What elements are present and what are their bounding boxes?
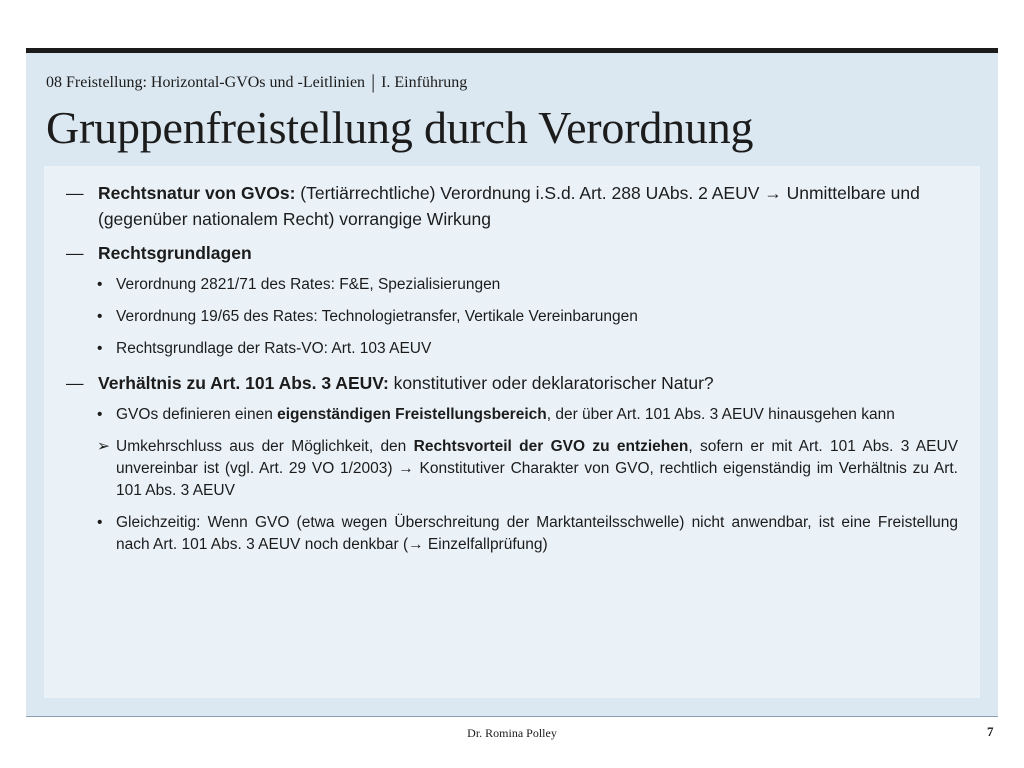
breadcrumb xyxy=(46,70,467,93)
slide-title: Gruppenfreistellung durch Verordnung xyxy=(46,102,754,153)
item-text: (Tertiärrechtliche) Verordnung i.S.d. Art. 288 UAbs. 2 AEUV → Unmittelbare und (gegenüber nationalem Recht) vorrangige Wirkung xyxy=(98,183,920,229)
item-heading: Rechtsgrundlagen xyxy=(98,243,252,263)
sub-item-text: Rechtsgrundlage der Rats-VO: Art. 103 AEUV xyxy=(116,340,432,357)
breadcrumb-chapter: I. Einführung xyxy=(381,74,468,91)
breadcrumb-section: 08 Freistellung: Horizontal-GVOs und -Leitlinien xyxy=(46,74,366,91)
item-heading: Rechtsnatur von GVOs: xyxy=(98,183,296,203)
breadcrumb-separator: | xyxy=(371,71,376,93)
sub-item-text: Gleichzeitig: Wenn GVO (etwa wegen Überschreitung der Marktanteilsschwelle) nicht anwendbar, ist eine Freistellung nach Art. 101 Abs. 3 AEUV noch denkbar (→ Einzelfallprüfung) xyxy=(116,514,958,553)
dash-marker: — xyxy=(66,373,84,393)
content-box xyxy=(44,166,980,698)
item-text: konstitutiver oder deklaratorischer Natur? xyxy=(388,373,714,393)
bullet-marker: • xyxy=(97,406,103,423)
dash-marker: — xyxy=(66,183,84,203)
bullet-marker: • xyxy=(97,514,103,531)
sub-list-item xyxy=(44,338,980,360)
sub-item-emphasis: eigenständigen Freistellungsbereich xyxy=(277,406,547,423)
sub-item-text: Verordnung 19/65 des Rates: Technologietransfer, Vertikale Vereinbarungen xyxy=(116,308,638,325)
sub-item-text: , der über Art. 101 Abs. 3 AEUV hinausgehen kann xyxy=(546,406,895,423)
sub-item-text: GVOs definieren einen xyxy=(116,406,278,423)
page-number: 7 xyxy=(987,724,994,739)
sub-list-item xyxy=(44,436,980,502)
sub-list-item xyxy=(44,274,980,296)
dash-marker: — xyxy=(66,243,84,263)
item-heading: Verhältnis zu Art. 101 Abs. 3 AEUV: xyxy=(98,373,389,393)
arrow-marker-icon: ➢ xyxy=(97,438,110,455)
bullet-marker: • xyxy=(97,340,103,357)
list-item-rechtsgrundlagen xyxy=(44,240,980,266)
bullet-marker: • xyxy=(97,308,103,325)
sub-item-text: Umkehrschluss aus der Möglichkeit, den xyxy=(116,438,414,455)
sub-list-item xyxy=(44,306,980,328)
footer-author: Dr. Romina Polley xyxy=(467,726,557,740)
list-item-verhaeltnis xyxy=(44,370,980,396)
sub-list-item xyxy=(44,404,980,426)
sub-list-item xyxy=(44,512,980,556)
sub-item-text: Verordnung 2821/71 des Rates: F&E, Spezialisierungen xyxy=(116,276,501,293)
sub-item-emphasis: Rechtsvorteil der GVO zu entziehen xyxy=(413,438,689,455)
list-item-rechtsnatur xyxy=(44,180,980,232)
content-list xyxy=(44,180,980,566)
sub-item-text: , sofern er mit Art. 101 Abs. 3 AEUV unvereinbar ist (vgl. Art. 29 VO 1/2003) → Konstitutiver Charakter von GVO, rechtlich eigenständig im Verhältnis zu Art. 101 Abs. 3 AEUV xyxy=(116,438,958,499)
footer-rule xyxy=(26,716,998,717)
bullet-marker: • xyxy=(97,276,103,293)
